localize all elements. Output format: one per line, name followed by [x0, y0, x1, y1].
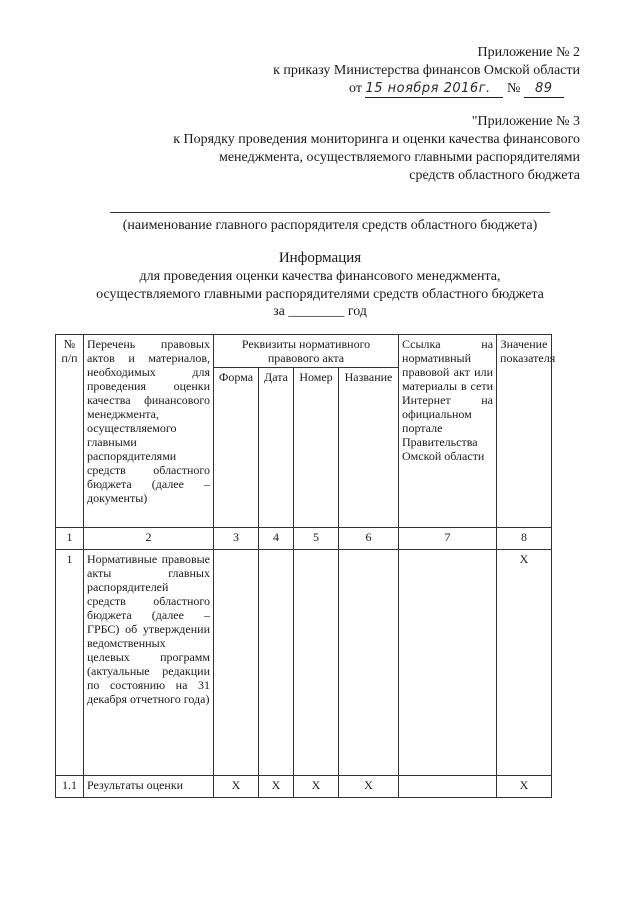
year-blank: ________ — [288, 304, 345, 319]
row-text: Результаты оценки — [84, 776, 214, 798]
handwritten-number: 89 — [524, 80, 564, 98]
header-date: Дата — [259, 368, 294, 528]
appendix3-line3: менеджмента, осуществляемого главными распорядителями — [218, 150, 580, 165]
header-list: Перечень правовых актов и материалов, необходимых для проведения оценки качества финансового менеджмента, осуществляемого главными распорядителями средств областного бюджета (далее – документы) — [84, 335, 214, 528]
col-number: 7 — [399, 528, 497, 550]
header-form: Форма — [214, 368, 259, 528]
row-name: X — [339, 776, 399, 798]
row-num: 1.1 — [56, 776, 84, 798]
row-num: 1 — [56, 550, 84, 776]
col-number: 1 — [56, 528, 84, 550]
row-text: Нормативные правовые акты главных распорядителей средств областного бюджета (далее – ГРБС) об утверждении ведомственных целевых программ (актуальные редакции по состоянию на 31 декабря отчетного года) — [84, 550, 214, 776]
header-requisites: Реквизиты нормативного правового акта — [214, 335, 399, 368]
col-number: 6 — [339, 528, 399, 550]
col-number: 3 — [214, 528, 259, 550]
appendix3-title: "Приложение № 3 — [471, 114, 580, 129]
appendix3-line4: средств областного бюджета — [409, 168, 580, 183]
header-num: № п/п — [56, 335, 84, 528]
row-value: X — [497, 776, 552, 798]
row-form: X — [214, 776, 259, 798]
appendix-order-line: к приказу Министерства финансов Омской области — [273, 63, 580, 78]
table-row — [56, 550, 552, 776]
info-heading: Информация — [278, 250, 362, 266]
row-link — [399, 776, 497, 798]
info-subtitle-1: для проведения оценки качества финансового менеджмента, — [139, 269, 501, 284]
row-value: X — [497, 550, 552, 776]
col-number: 8 — [497, 528, 552, 550]
table-header-row — [56, 335, 552, 368]
row-name — [339, 550, 399, 776]
grbs-caption: (наименование главного распорядителя средств областного бюджета) — [122, 218, 538, 233]
row-date — [259, 550, 294, 776]
header-name: Название — [339, 368, 399, 528]
info-year-line — [0, 303, 640, 320]
year-prefix: за — [273, 304, 285, 319]
column-numbers-row — [56, 528, 552, 550]
year-suffix: год — [347, 304, 367, 319]
info-table — [55, 334, 556, 798]
appendix-title: Приложение № 2 — [477, 45, 580, 60]
appendix3-line2: к Порядку проведения мониторинга и оценки качества финансового — [173, 132, 580, 147]
header-link: Ссылка на нормативный правовой акт или материалы в сети Интернет на официальном портале Правительства Омской области — [399, 335, 497, 528]
row-number: X — [294, 776, 339, 798]
number-prefix: № — [506, 81, 521, 96]
row-number — [294, 550, 339, 776]
row-form — [214, 550, 259, 776]
header-value: Значение показателя — [497, 335, 552, 528]
grbs-name-line — [110, 212, 550, 213]
appendix-date-line — [349, 80, 564, 98]
col-number: 4 — [259, 528, 294, 550]
row-date: X — [259, 776, 294, 798]
info-subtitle-2: осуществляемого главными распорядителями средств областного бюджета — [96, 287, 544, 302]
row-link — [399, 550, 497, 776]
table-row — [56, 776, 552, 798]
header-number: Номер — [294, 368, 339, 528]
handwritten-date: 15 ноября 2016г. — [365, 80, 503, 98]
date-prefix: от — [349, 81, 362, 96]
col-number: 5 — [294, 528, 339, 550]
col-number: 2 — [84, 528, 214, 550]
